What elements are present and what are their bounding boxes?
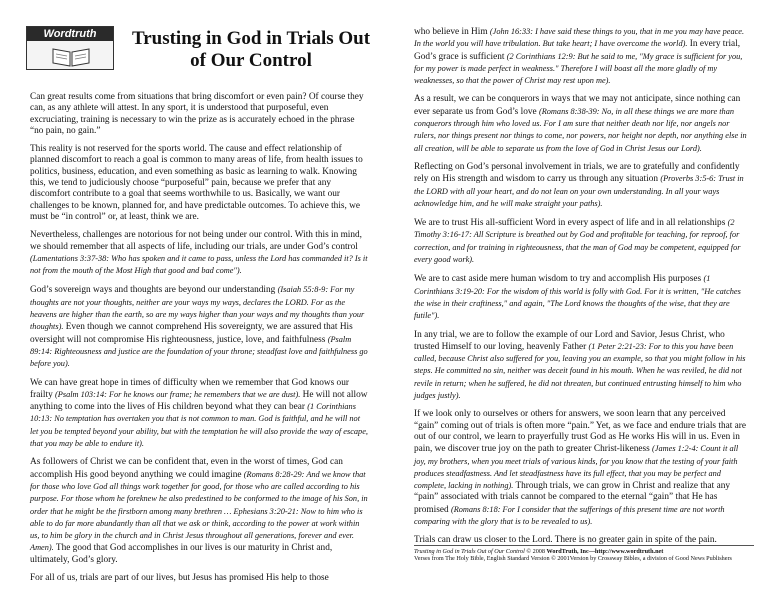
- title-line-2: of Our Control: [190, 50, 312, 71]
- footer-note: Verses from The Holy Bible, English Standard Version © 2001Version by Crossway Bibles, a division of Good News Publishers: [414, 555, 732, 563]
- paragraph: [414, 162, 750, 210]
- scripture-reference: (2 Corinthians 12:9: But he said to me, "My grace is sufficient for you, for my power is made perfect in weakness." Therefore I will boast all the more gladly of my weaknesses, so that the power of Christ may rest upon me).: [414, 51, 743, 86]
- document-title: [122, 28, 380, 72]
- paragraph-text: If we look only to ourselves or others for answers, we soon learn that any perceived “gain” coming out of trials is often more “pain.” Yet, as we face and endure trials that are out of our control, we learn to prayerfully trust God as He works His will in us. Even in pain, we discover true joy on the path to greater Christ-likeness: [414, 409, 746, 455]
- paragraph: [414, 26, 750, 87]
- scripture-reference: (Romans 8:38-39: No, in all these things we are more than conquerors through him who loved us. For I am sure that neither death nor life, nor angels nor rulers, nor things present nor things to come, nor powers, nor height nor depth, nor anything else in all creation, will be able to separate us from the love of God in Christ Jesus our Lord).: [414, 106, 747, 153]
- scripture-reference: (James 1:2-4: Count it all joy, my brothers, when you meet trials of various kinds, for you know that the testing of your faith produces steadfastness. And let steadfastness have its full effect, that you may be perfect and complete, lacking in nothing).: [414, 444, 739, 491]
- paragraph-text: As followers of Christ we can be confident that, even in the worst of times, God can accomplish His good beyond anything we could imagine: [30, 457, 343, 480]
- scripture-reference: (1 Corinthians 3:19-20: For the wisdom of this world is folly with God. For it is written, "He catches the wise in their craftiness," and again, "The Lord knows the thoughts of the wise, that they are futile").: [414, 274, 741, 321]
- paragraph-text: Even though we cannot comprehend His sovereignty, we are assured that His oversight will not compromise His righteousness, justice, love, and faithfulness: [30, 322, 353, 345]
- paragraph: [30, 457, 370, 566]
- paragraph-text: Trials can draw us closer to the Lord. There is no greater gain in spite of the pain.: [414, 535, 717, 546]
- scripture-reference: (2 Timothy 3:16-17: All Scripture is breathed out by God and profitable for teaching, for reproof, for correction, and for training in righteousness, that the man of God may be competent, equipped for every good work).: [414, 218, 741, 265]
- paragraph-text: Can great results come from situations that bring discomfort or even pain? Of course they can, as any athlete will attest. In any sport, it is understood that purposeful, even excruciating, training is necessary to win the prize as is accurately echoed in the phrase “no pain, no gain.”: [30, 92, 364, 136]
- page-footer: [414, 545, 754, 563]
- open-book-icon: [51, 45, 91, 67]
- paragraph: [30, 230, 370, 277]
- paragraph-text: In every trial, God’s grace is sufficient: [414, 39, 741, 62]
- footer-brand: WordTruth, Inc—http://www.wordtruth.net: [546, 548, 664, 555]
- scripture-reference: (John 16:33: I have said these things to you, that in me you may have peace. In the world you will have tribulation. But take heart; I have overcome the world).: [414, 27, 745, 49]
- wordtruth-logo: [26, 26, 114, 70]
- left-column: [30, 92, 370, 591]
- logo-text: Wordtruth: [27, 27, 113, 41]
- paragraph: [414, 273, 750, 322]
- paragraph-text: In any trial, we are to follow the example of our Lord and Savior, Jesus Christ, who trusted Himself to our loving, heavenly Father: [414, 329, 725, 352]
- paragraph-text: Reflecting on God’s personal involvement in trials, we are to gratefully and confidently rely on His strength and wisdom to carry us through any situation: [414, 161, 740, 185]
- paragraph-text: Nevertheless, challenges are notorious for not being under our control. With this in mind, we should remember that all aspects of life, including our trials, are under God’s control: [30, 230, 363, 252]
- scripture-reference: (Psalm 103:14: For he knows our frame; he remembers that we are dust).: [55, 389, 301, 399]
- scripture-reference: (1 Peter 2:21-23: For to this you have been called, because Christ also suffered for you, leaving you an example, so that you might follow in his steps. He committed no sin, neither was deceit found in his mouth. When he was reviled, he did not revile in return; when he suffered, he did not threaten, but continued entrusting himself to him who judges justly).: [414, 341, 746, 401]
- paragraph-text: God’s sovereign ways and thoughts are beyond our understanding: [30, 285, 278, 296]
- paragraph: [30, 378, 370, 451]
- paragraph-text: He will not allow anything to come into the lives of His children beyond what they can bear: [30, 389, 368, 413]
- paragraph: [30, 284, 370, 370]
- footer-copyright: © 2008: [524, 548, 547, 555]
- paragraph: [414, 217, 750, 266]
- paragraph: [30, 573, 370, 584]
- title-line-1: Trusting in God in Trials Out: [131, 28, 371, 49]
- scripture-reference: (Psalm 89:14: Righteousness and justice are the foundation of your throne; steadfast love and faithfulness go before you).: [30, 334, 368, 369]
- scripture-reference: (Isaiah 55:8-9: For my thoughts are not your thoughts, neither are your ways my ways, declares the LORD. For as the heavens are higher than the earth, so are my ways higher than your ways and my thoughts than your thoughts).: [30, 285, 365, 332]
- paragraph-text: As a result, we can be conquerors in ways that we may not anticipate, since nothing can ever separate us from God’s love: [414, 94, 741, 117]
- paragraph: [30, 144, 370, 223]
- footer-title: Trusting in God in Trials Out of Our Control: [414, 548, 525, 555]
- paragraph-text: We are to trust His all-sufficient Word in every aspect of life and in all relationships: [414, 218, 728, 229]
- paragraph: [414, 409, 750, 528]
- document-header: [26, 22, 382, 78]
- scripture-reference: (1 Corinthians 10:13: No temptation has overtaken you that is not common to man. God is faithful, and he will not let you be tempted beyond your ability, but with the temptation he will also provide the way of escape, that you may be able to endure it).: [30, 402, 368, 449]
- paragraph-text: For all of us, trials are part of our lives, but Jesus has promised His help to those: [30, 572, 329, 583]
- paragraph-text: The good that God accomplishes in our lives is our maturity in Christ and, ultimately, God’s glory.: [30, 543, 333, 565]
- scripture-reference: (Romans 8:18: For I consider that the sufferings of this present time are not worth comparing with the glory that is to be revealed to us).: [414, 504, 725, 526]
- paragraph: [414, 330, 750, 403]
- paragraph-text: We can have great hope in times of difficulty when we remember that God knows our frailty: [30, 377, 349, 400]
- right-column: [414, 26, 750, 554]
- paragraph: [30, 92, 370, 137]
- paragraph-text: This reality is not reserved for the sports world. The cause and effect relationship of planned discomfort to reach a goal is common to many areas of life, from health issues to politics, business, education, and even something as basic as learning to walk. Knowing this, we tend to judiciously choose “purposeful” pain, because we prefer that any discomfort contribute to a goal that seems worthwhile to us. Basically, we want our challenges to be known, planned for, and have predictable outcomes. To achieve this, we must be “in control” or, at least, think we are.: [30, 144, 363, 222]
- paragraph: [414, 94, 750, 154]
- scripture-reference: (Romans 8:28-29: And we know that for those who love God all things work together for good, for those who are called according to his purpose. For those whom he foreknew he also predestined to be conformed to the image of his Son, in order that he might be the firstborn among many brethren … Ephesians 3:20-21: Now to him who is able to do far more abundantly than all that we ask or think, according to the power at work within us, to him be glory in the church and in Christ Jesus throughout all generations, forever and ever. Amen).: [30, 469, 368, 553]
- paragraph-text: who believe in Him: [414, 27, 490, 37]
- scripture-reference: (Lamentations 3:37-38: Who has spoken and it came to pass, unless the Lord has commanded it? Is it not from the mouth of the Most High that good and bad come").: [30, 253, 368, 276]
- paragraph-text: Through trials, we can grow in Christ and realize that any “pain” associated with trials cannot be compared to the eternal “gain” that He has promised: [414, 481, 731, 515]
- paragraph-text: We are to cast aside mere human wisdom to try and accomplish His purposes: [414, 274, 704, 285]
- scripture-reference: (Proverbs 3:5-6: Trust in the LORD with all your heart, and do not lean on your own understanding. In all your ways acknowledge him, and he will make straight your paths).: [414, 174, 744, 208]
